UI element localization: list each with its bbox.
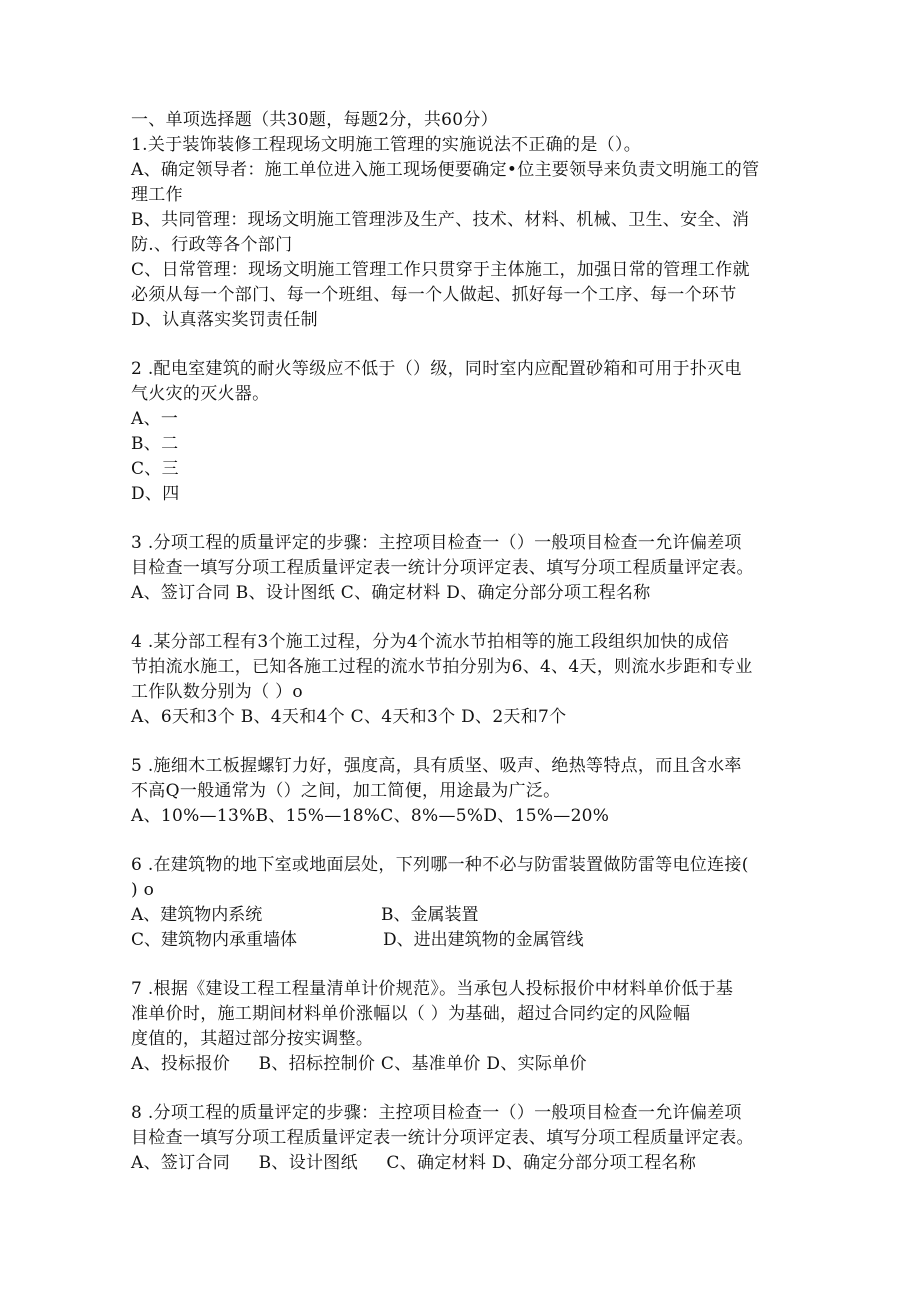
spacer <box>131 829 811 853</box>
option-line: A、投标报价 B、招标控制价 C、基准单价 D、实际单价 <box>131 1054 587 1074</box>
question-line: 度值的，其超过部分按实调整。 <box>131 1029 374 1049</box>
question-line: 6 .在建筑物的地下室或地面层处，下列哪一种不必与防雷装置做防雷等电位连接( <box>131 855 749 875</box>
question-4 <box>131 630 811 730</box>
question-line: 2 .配电室建筑的耐火等级应不低于（）级，同时室内应配置砂箱和可用于扑灭电 <box>131 359 742 379</box>
spacer <box>131 507 811 531</box>
question-1 <box>131 133 811 333</box>
option-line: A、6天和3个 B、4天和4个 C、4天和3个 D、2天和7个 <box>131 707 567 727</box>
question-line: 准单价时，施工期间材料单价涨幅以（ ）为基础，超过合同约定的风险幅 <box>131 1004 691 1024</box>
question-line: ) o <box>131 880 155 900</box>
question-line: 气火灾的灭火器。 <box>131 384 270 404</box>
question-7 <box>131 977 811 1077</box>
document-page <box>131 108 811 1176</box>
question-line: C、日常管理：现场文明施工管理工作只贯穿于主体施工，加强日常的管理工作就 <box>131 260 750 280</box>
question-line: 5 .施细木工板握螺钉力好，强度高，具有质坚、吸声、绝热等特点，而且含水率 <box>131 756 742 776</box>
option-line: C、三 <box>131 459 179 479</box>
question-line: 节拍流水施工，已知各施工过程的流水节拍分别为6、4、4天，则流水步距和专业 <box>131 657 753 677</box>
question-line: A、确定领导者：施工单位进入施工现场便要确定•位主要领导来负责文明施工的管 <box>131 160 760 180</box>
question-line: 必须从每一个部门、每一个班组、每一个人做起、抓好每一个工序、每一个环节 <box>131 285 737 305</box>
question-line: 理工作 <box>131 185 183 205</box>
option-d: D、进出建筑物的金属管线 <box>383 930 584 950</box>
question-line: 目检查一填写分项工程质量评定表一统计分项评定表、填写分项工程质量评定表。 <box>131 558 754 578</box>
question-8 <box>131 1101 811 1176</box>
option-line: A、签订合同 B、设计图纸 C、确定材料 D、确定分部分项工程名称 <box>131 1153 697 1173</box>
question-3 <box>131 531 811 606</box>
question-5 <box>131 754 811 829</box>
spacer <box>131 1077 811 1101</box>
option-row <box>131 903 811 928</box>
option-line: A、一 <box>131 409 179 429</box>
option-row <box>131 928 811 953</box>
question-line: B、共同管理：现场文明施工管理涉及生产、技术、材料、机械、卫生、安全、消 <box>131 210 750 230</box>
question-line: 1.关于装饰装修工程现场文明施工管理的实施说法不正确的是（）。 <box>131 135 642 155</box>
question-6 <box>131 853 811 953</box>
option-line: B、二 <box>131 434 179 454</box>
question-line: 3 .分项工程的质量评定的步骤：主控项目检查一（）一般项目检查一允许偏差项 <box>131 533 742 553</box>
spacer <box>131 606 811 630</box>
option-line: D、四 <box>131 484 180 504</box>
spacer <box>131 730 811 754</box>
option-line: A、10%—13%B、15%—18%C、8%—5%D、15%—20% <box>131 806 610 826</box>
question-line: 防.、行政等各个部门 <box>131 235 293 255</box>
question-line: 4 .某分部工程有3个施工过程，分为4个流水节拍相等的施工段组织加快的成倍 <box>131 632 730 652</box>
question-line: 7 .根据《建设工程工程量清单计价规范》。当承包人投标报价中材料单价低于基 <box>131 979 734 999</box>
question-line: 目检查一填写分项工程质量评定表一统计分项评定表、填写分项工程质量评定表。 <box>131 1128 754 1148</box>
option-line: A、签订合同 B、设计图纸 C、确定材料 D、确定分部分项工程名称 <box>131 583 651 603</box>
option-b: B、金属装置 <box>381 905 479 925</box>
question-line: D、认真落实奖罚责任制 <box>131 310 318 330</box>
section-title: 一、单项选择题（共30题，每题2分，共60分） <box>131 110 498 130</box>
question-line: 不高Q一般通常为（）之间，加工简便，用途最为广泛。 <box>131 781 561 801</box>
question-line: 8 .分项工程的质量评定的步骤：主控项目检查一（）一般项目检查一允许偏差项 <box>131 1103 742 1123</box>
spacer <box>131 953 811 977</box>
option-a: A、建筑物内系统 <box>131 905 263 925</box>
option-c: C、建筑物内承重墙体 <box>131 930 298 950</box>
spacer <box>131 333 811 357</box>
question-line: 工作队数分别为（ ）o <box>131 682 303 702</box>
question-2 <box>131 357 811 507</box>
